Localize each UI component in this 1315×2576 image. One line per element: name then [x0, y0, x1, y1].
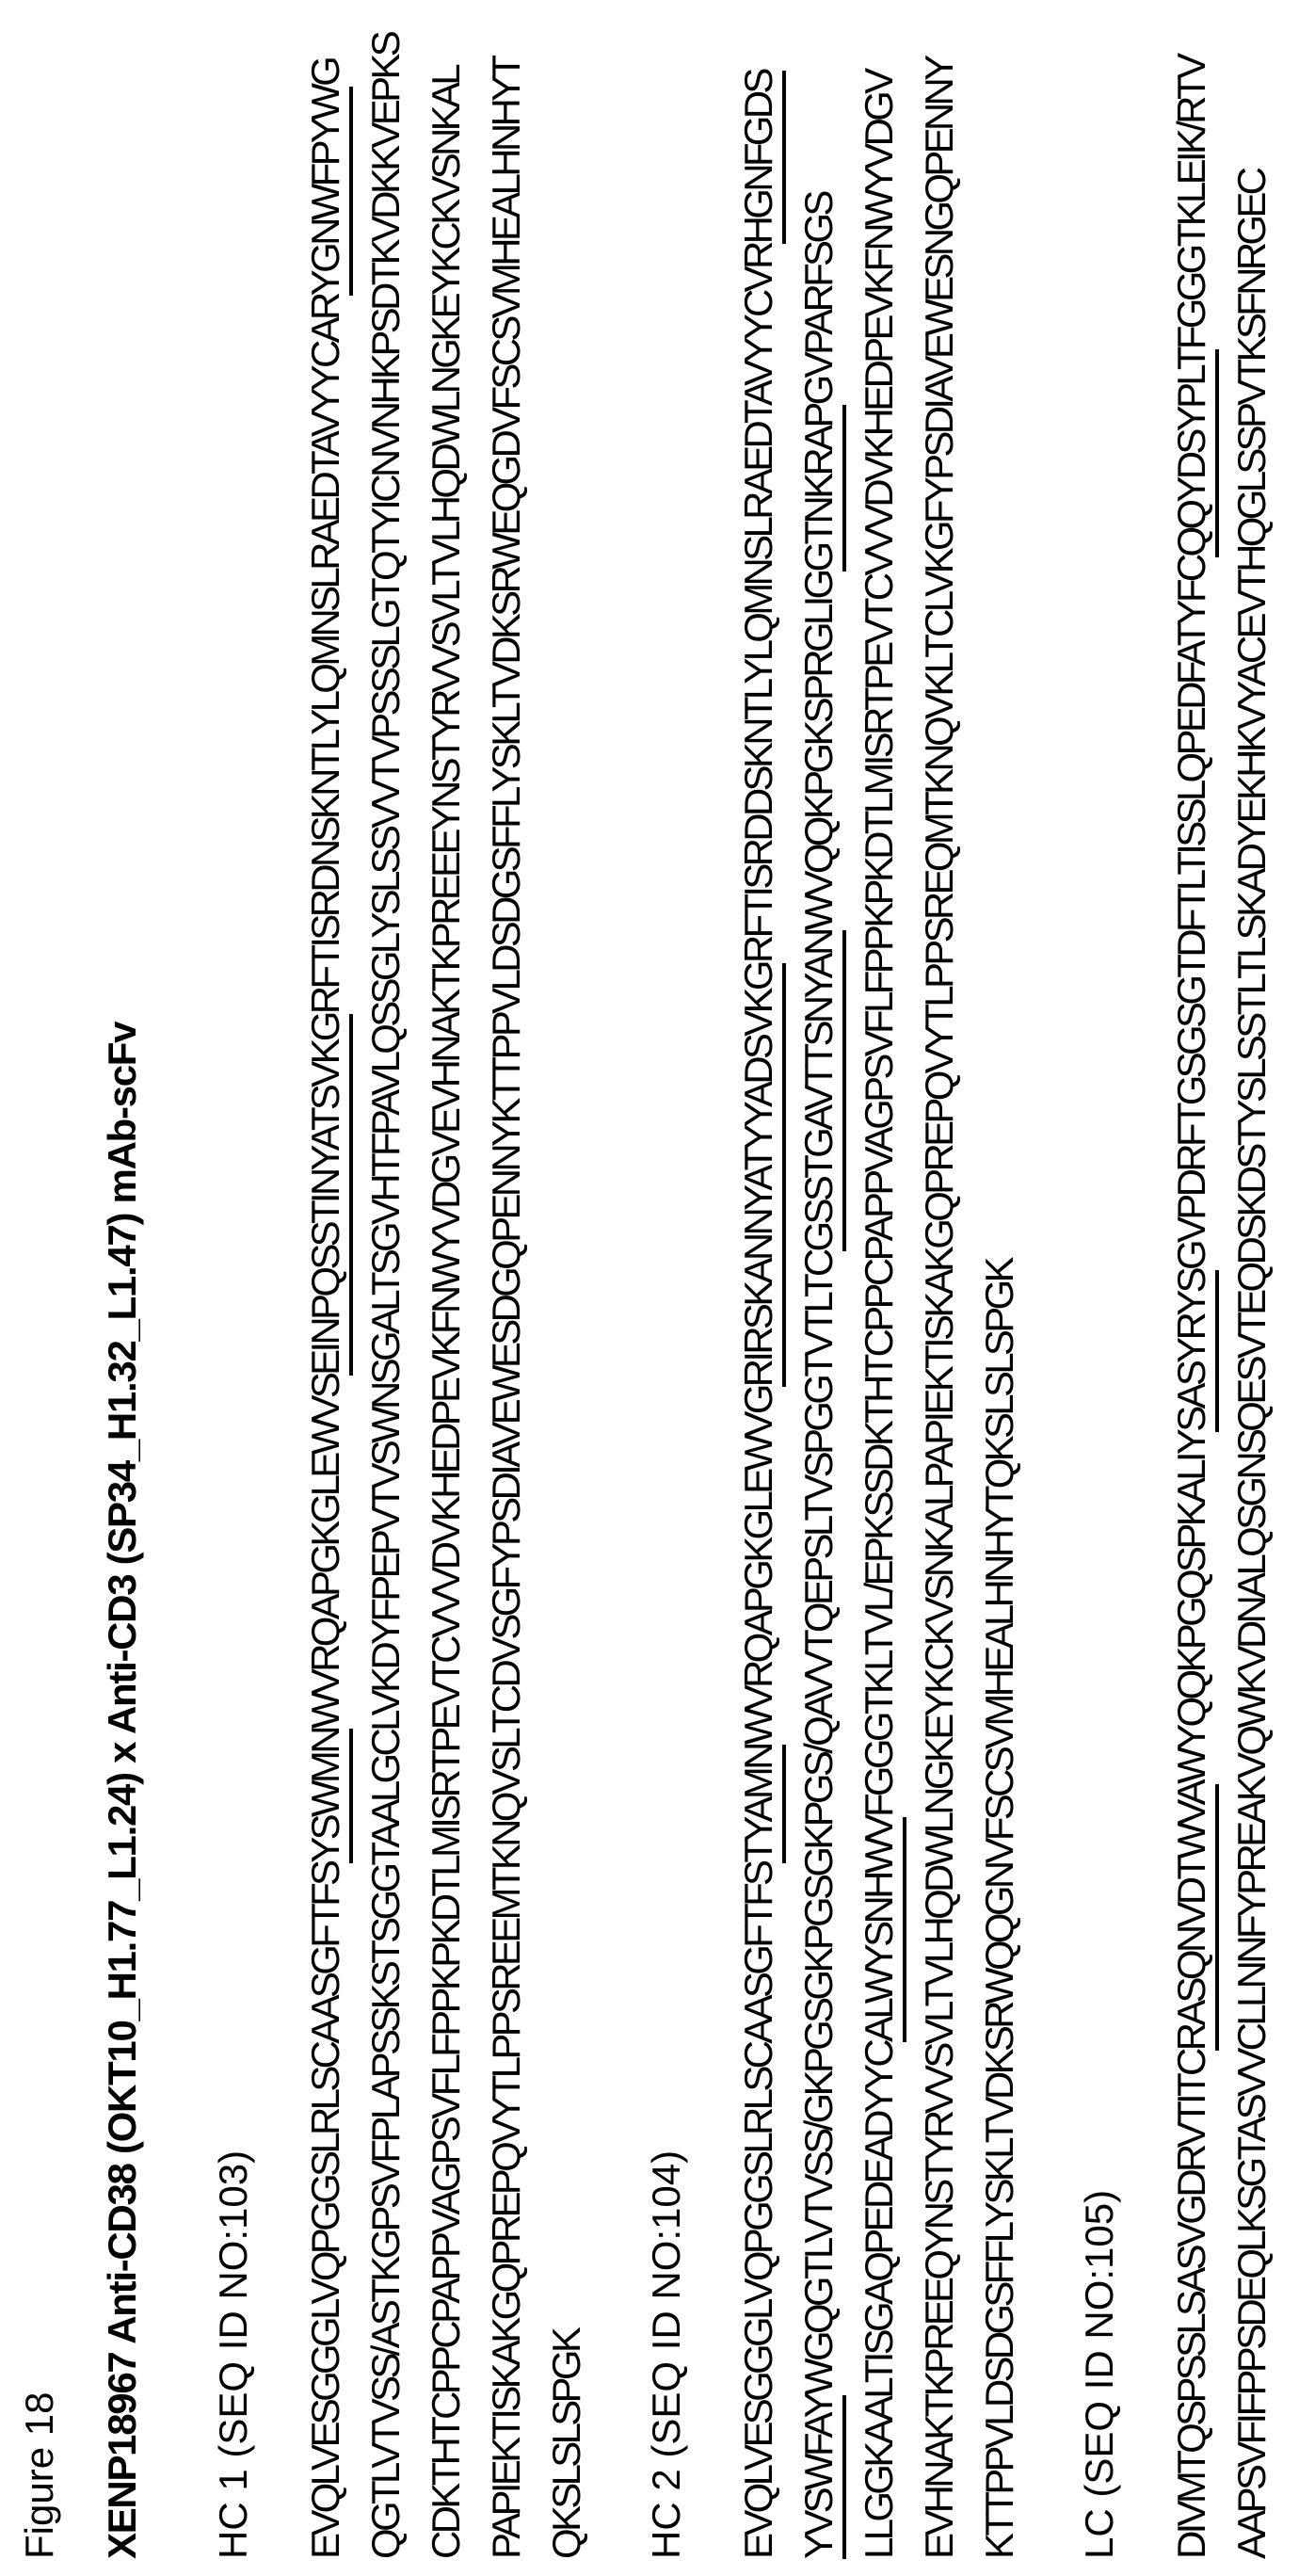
- sequence-segment: EVHNAKTKPREEQYNSTYRVVSVLTVLHQDWLNGKEYKCKVSNKALPAPIEKTISKAKGQPREPQVYTLPPSREQMTKNQVKLTCLVKGFYPSDIAVEWESNGQPENNY: [917, 57, 961, 2559]
- sequence-segment: WVRQAPGKGLEWVS: [303, 1375, 347, 1730]
- section-header: HC 2 (SEQ ID NO:104): [644, 2149, 688, 2559]
- cdr-underlined-segment: QQYDSYPLT: [1169, 349, 1219, 556]
- cdr-underlined-segment: GTNKRAP: [796, 405, 846, 572]
- sequence-line: [970, 0, 1030, 2559]
- sequence-line: [1162, 0, 1222, 2559]
- sequence-segment: WGQGTLVTVSS/GKPGSGKPGSGKPGS/QAVVTQEPSLTVSPGGTVTLTC: [796, 1251, 841, 2395]
- sequence-line: [296, 0, 356, 2559]
- sequence-line: [1222, 0, 1282, 2559]
- cdr-underlined-segment: YGNWFPYW: [303, 87, 353, 296]
- sequence-segment: QGTLVTVSS/ASTKGPSVFPLAPSSKSTSGGTAALGCLVKDYFPEPVTVSWNSGALTSGVHTFPAVLQSSGLYSLSSVVTVPSSSLGTQTYICNVNHKPSDTKVDKKVEPKS: [363, 33, 408, 2559]
- sequence-section: [203, 0, 597, 2559]
- sequence-segment: QKSLSLSPGK: [544, 2329, 588, 2559]
- sequence-segment: RFTISRDNSKNTLYLQMNSLRAEDTAVYYCAR: [303, 296, 347, 1015]
- figure-label: Figure 18: [17, 2391, 61, 2559]
- sequence-segment: PAPIEKTISKAKGQPREPQVYTLPPSREEMTKNQVSLTCDVSGFYPSDIAVEWESDGQPENNYKTTPPVLDSDGSFFLYSKLTVDKSRWEQGDVFSCSVMHEALHNHYT: [484, 57, 528, 2559]
- cdr-underlined-segment: YSWMN: [303, 1729, 353, 1863]
- sequence-line: [909, 0, 970, 2559]
- sequence-segment: GVPDRFTGSGSGTDFTLTISSLQPEDFATYFC: [1169, 556, 1213, 1271]
- sequence-segment: EVQLVESGGGLVQPGGSLRLSCAASGFTFS: [736, 1862, 780, 2559]
- sequence-segment: RFTISRDDSKNTLYLQMNSLRAEDTAVYYCVR: [736, 244, 780, 964]
- cdr-underlined-segment: GSSTGAVTTSNYAN: [796, 930, 846, 1251]
- sequence-segment: G: [303, 58, 347, 87]
- cdr-underlined-segment: SASYRYS: [1169, 1270, 1219, 1432]
- sequence-sections: [203, 0, 1282, 2559]
- sequence-segment: LLGGKAALTISGAQPEDEADYYC: [857, 2041, 901, 2559]
- sequence-line: [356, 0, 416, 2559]
- cdr-underlined-segment: ALWYSNHWV: [857, 1817, 906, 2042]
- sequence-segment: GVPARFSGS: [796, 193, 841, 406]
- sequence-segment: FGGGTKLTVL/EPKSSDKTHTCPPCPAPPVAGPSVFLFPPKPKDTLMISRTPEVTCVVVDVKHEDPEVKFNWYVDGV: [857, 71, 901, 1818]
- cdr-underlined-segment: YVSWFAY: [796, 2395, 846, 2559]
- sequence-segment: FGGGTKLEIK/RTV: [1169, 56, 1213, 350]
- sequence-segment: KTTPPVLDSDGSFFLYSKLTVDKSRWQQGNVFSCSVMHEALHNHYTQKSLSLSPGK: [977, 1260, 1021, 2559]
- sequence-line: [849, 0, 909, 2559]
- cdr-underlined-segment: HGNFGDS: [736, 71, 786, 244]
- cdr-underlined-segment: TYAMN: [736, 1745, 786, 1862]
- sequence-segment: WYQQKPGQSPKALIY: [1169, 1431, 1213, 1784]
- sequence-line: [789, 0, 849, 2559]
- sequence-line: [537, 0, 597, 2559]
- sequence-section: [636, 0, 1030, 2559]
- cdr-underlined-segment: RASQNVDTWVA: [1169, 1784, 1219, 2052]
- cdr-underlined-segment: RIRSKANNYATYYADSVKG: [736, 963, 786, 1387]
- sequence-segment: WVRQAPGKGLEWVG: [736, 1387, 780, 1746]
- sequence-segment: CDKTHTCPPCPAPPVAGPSVFLFPPKPKDTLMISRTPEVTCVVVDVKHEDPEVKFNWYVDGVEVHNAKTKPREEEYNSTYRVVSVLTVLHQDWLNGKEYKCKVSNKAL: [424, 67, 468, 2559]
- sequence-segment: WVQQKPGKSPRGLIG: [796, 572, 841, 931]
- sequence-line: [476, 0, 537, 2559]
- sequence-line: [416, 0, 476, 2559]
- sequence-section: [1069, 0, 1282, 2559]
- sequence-segment: DIVMTQSPSSLSASVGDRVTITC: [1169, 2051, 1213, 2559]
- cdr-underlined-segment: EINPQSSTINYATSVKG: [303, 1014, 353, 1376]
- document-title: XENP18967 Anti-CD38 (OKT10_H1.77_L1.24) x Anti-CD3 (SP34_H1.32_L1.47) mAb-scFv: [100, 1022, 144, 2559]
- section-header: LC (SEQ ID NO:105): [1077, 2189, 1121, 2559]
- sequence-segment: EVQLVESGGGLVQPGGSLRLSCAASGFTFS: [303, 1862, 347, 2559]
- sequence-segment: AAPSVFIFPPSDEQLKSGTASVVCLLNNFYPREAKVQWKVDNALQSGNSQESVTEQDSKDSTYSLSSTLTLSKADYEKHKVYACEVTHQGLSSPVTKSFNRGEC: [1229, 169, 1274, 2559]
- section-header: HC 1 (SEQ ID NO:103): [211, 2149, 255, 2559]
- sequence-line: [729, 0, 789, 2559]
